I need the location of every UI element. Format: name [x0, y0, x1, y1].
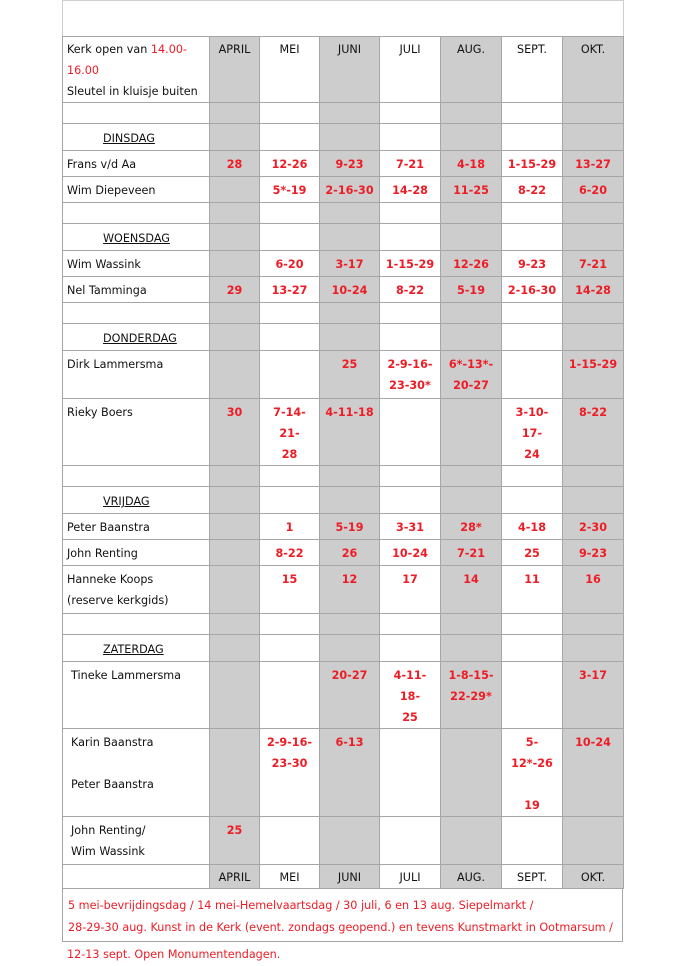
note-line: 28-29-30 aug. Kunst in de Kerk (event. zondags geopend.) en tevens Kunstmarkt in Ootmarsum / — [68, 921, 613, 934]
month-header: OKT. — [563, 37, 624, 103]
date-cell — [260, 817, 320, 865]
spacer-cell — [63, 466, 210, 487]
note-line: 5 mei-bevrijdingsdag / 14 mei-Hemelvaartsdag / 30 juli, 6 en 13 aug. Siepelmarkt / — [68, 899, 534, 912]
date-cell: 10-24 — [380, 540, 441, 566]
footer-month-row — [63, 865, 624, 889]
spacer-cell — [380, 103, 441, 124]
spacer-cell — [260, 203, 320, 224]
date-cell: 4-11-18 — [320, 399, 380, 466]
volunteer-row — [63, 351, 624, 399]
month-footer: AUG. — [441, 865, 502, 889]
volunteer-name-cell — [63, 729, 210, 817]
date-cell: 28* — [441, 514, 502, 540]
empty-cell — [210, 224, 260, 251]
date-cell: 1-8-15- 22-29* — [441, 662, 502, 729]
empty-cell — [380, 124, 441, 151]
volunteer-name-cell — [63, 566, 210, 614]
volunteer-name: Wim Diepeveen — [63, 177, 210, 203]
spacer-cell — [63, 614, 210, 635]
day-heading-row — [63, 224, 624, 251]
volunteer-name: John Renting — [63, 540, 210, 566]
date-cell — [441, 817, 502, 865]
key-location-note: Sleutel in kluisje buiten — [67, 85, 198, 98]
date-cell: 7-14-21- 28 — [260, 399, 320, 466]
spacer-cell — [502, 103, 563, 124]
month-footer: JUNI — [320, 865, 380, 889]
day-heading-text: VRIJDAG — [103, 495, 150, 508]
date-cell — [260, 662, 320, 729]
empty-cell — [210, 324, 260, 351]
date-cell — [380, 729, 441, 817]
day-heading-text: DINSDAG — [103, 132, 155, 145]
volunteer-role: (reserve kerkgids) — [67, 594, 169, 607]
date-cell — [260, 351, 320, 399]
month-header: APRIL — [210, 37, 260, 103]
date-cell: 14 — [441, 566, 502, 614]
spacer-cell — [563, 203, 624, 224]
day-heading-row — [63, 487, 624, 514]
date-cell: 8-22 — [260, 540, 320, 566]
spacer-cell — [210, 614, 260, 635]
spacer-cell — [502, 466, 563, 487]
spacer-cell — [210, 203, 260, 224]
spacer-cell — [320, 103, 380, 124]
empty-cell — [380, 324, 441, 351]
date-cell: 9-23 — [320, 151, 380, 177]
day-heading — [63, 635, 210, 662]
date-cell — [210, 514, 260, 540]
date-cell — [210, 662, 260, 729]
date-cell: 2-9-16- 23-30* — [380, 351, 441, 399]
empty-cell — [563, 487, 624, 514]
volunteer-row — [63, 399, 624, 466]
date-cell: 26 — [320, 540, 380, 566]
date-cell: 17 — [380, 566, 441, 614]
volunteer-row — [63, 177, 624, 203]
date-cell — [210, 177, 260, 203]
empty-cell — [502, 635, 563, 662]
spacer-cell — [210, 466, 260, 487]
date-cell — [502, 817, 563, 865]
volunteer-name: Frans v/d Aa — [63, 151, 210, 177]
day-heading-text: DONDERDAG — [103, 332, 177, 345]
empty-cell — [320, 487, 380, 514]
volunteer-name: Karin Baanstra — [71, 736, 154, 749]
spacer-cell — [320, 614, 380, 635]
date-cell — [502, 351, 563, 399]
spacer-cell — [260, 303, 320, 324]
empty-cell — [210, 635, 260, 662]
empty-cell — [380, 635, 441, 662]
date-cell: 12-26 — [441, 251, 502, 277]
empty-cell — [380, 224, 441, 251]
date-value: 5-12*-26 — [511, 736, 553, 770]
empty-cell — [441, 324, 502, 351]
day-heading — [63, 124, 210, 151]
volunteer-row — [63, 662, 624, 729]
spacer-cell — [380, 614, 441, 635]
date-cell: 4-18 — [502, 514, 563, 540]
schedule-sheet — [62, 0, 623, 966]
spacer-cell — [63, 103, 210, 124]
day-heading-text: WOENSDAG — [103, 232, 170, 245]
date-cell: 14-28 — [563, 277, 624, 303]
date-cell: 7-21 — [380, 151, 441, 177]
empty-cell — [260, 224, 320, 251]
empty-cell — [260, 124, 320, 151]
date-cell: 1-15-29 — [563, 351, 624, 399]
date-cell: 1 — [260, 514, 320, 540]
spacer-cell — [63, 203, 210, 224]
spacer-cell — [563, 466, 624, 487]
empty-cell — [502, 224, 563, 251]
volunteer-row — [63, 277, 624, 303]
opening-hours-label: Kerk open van — [67, 43, 151, 56]
spacer-cell — [320, 466, 380, 487]
empty-cell — [441, 224, 502, 251]
date-cell: 3-31 — [380, 514, 441, 540]
volunteer-name: Wim Wassink — [63, 251, 210, 277]
opening-hours-time: 14.00- 16.00 — [67, 43, 187, 77]
date-cell: 25 — [320, 351, 380, 399]
empty-cell — [260, 635, 320, 662]
date-cell — [380, 817, 441, 865]
note-line: 12-13 sept. Open Monumentendagen. — [67, 948, 281, 961]
date-cell: 4-18 — [441, 151, 502, 177]
date-cell — [210, 729, 260, 817]
spacer-cell — [441, 466, 502, 487]
date-cell: 1-15-29 — [380, 251, 441, 277]
spacer-row — [63, 614, 624, 635]
empty-cell — [320, 324, 380, 351]
date-cell: 2-16-30 — [320, 177, 380, 203]
date-cell: 25 — [210, 817, 260, 865]
volunteer-row — [63, 514, 624, 540]
date-cell: 8-22 — [380, 277, 441, 303]
spacer-cell — [502, 614, 563, 635]
date-cell: 20-27 — [320, 662, 380, 729]
empty-cell — [210, 124, 260, 151]
empty-cell — [563, 635, 624, 662]
spacer-cell — [563, 303, 624, 324]
date-cell: 11-25 — [441, 177, 502, 203]
empty-cell — [441, 487, 502, 514]
spacer-row — [63, 466, 624, 487]
volunteer-name: Wim Wassink — [71, 845, 145, 858]
date-cell: 16 — [563, 566, 624, 614]
date-cell: 13-27 — [260, 277, 320, 303]
header-row — [63, 37, 624, 103]
day-heading — [63, 487, 210, 514]
spacer-cell — [260, 614, 320, 635]
date-cell — [210, 251, 260, 277]
date-cell: 28 — [210, 151, 260, 177]
day-heading-row — [63, 635, 624, 662]
spacer-cell — [502, 303, 563, 324]
date-cell: 10-24 — [563, 729, 624, 817]
date-cell: 7-21 — [563, 251, 624, 277]
empty-cell — [563, 324, 624, 351]
date-value-extra: 19 — [524, 799, 540, 812]
volunteer-name: Tineke Lammersma — [63, 662, 210, 729]
date-cell: 5-19 — [320, 514, 380, 540]
empty-cell — [563, 124, 624, 151]
schedule-table — [62, 0, 624, 889]
spacer-cell — [210, 103, 260, 124]
volunteer-name: Peter Baanstra — [71, 778, 154, 791]
date-cell: 8-22 — [502, 177, 563, 203]
volunteer-name: Nel Tamminga — [63, 277, 210, 303]
spacer-row — [63, 303, 624, 324]
empty-cell — [441, 635, 502, 662]
day-heading — [63, 324, 210, 351]
date-cell: 15 — [260, 566, 320, 614]
volunteer-row — [63, 151, 624, 177]
opening-hours-cell — [63, 37, 210, 103]
spacer-cell — [260, 466, 320, 487]
spacer-row — [63, 103, 624, 124]
date-cell: 25 — [502, 540, 563, 566]
day-heading-text: ZATERDAG — [103, 643, 164, 656]
month-header: AUG. — [441, 37, 502, 103]
spacer-cell — [563, 614, 624, 635]
date-cell: 11 — [502, 566, 563, 614]
day-heading-row — [63, 124, 624, 151]
date-cell: 8-22 — [563, 399, 624, 466]
notes-box — [62, 889, 623, 942]
volunteer-row — [63, 817, 624, 865]
date-cell: 2-16-30 — [502, 277, 563, 303]
volunteer-name: Dirk Lammersma — [63, 351, 210, 399]
spacer-cell — [441, 203, 502, 224]
spacer-cell — [63, 303, 210, 324]
date-cell — [563, 817, 624, 865]
volunteer-row — [63, 251, 624, 277]
month-footer: MEI — [260, 865, 320, 889]
spacer-cell — [563, 103, 624, 124]
empty-cell — [210, 487, 260, 514]
empty-cell — [502, 324, 563, 351]
date-cell: 29 — [210, 277, 260, 303]
spacer-cell — [441, 303, 502, 324]
month-header: SEPT. — [502, 37, 563, 103]
date-cell: 13-27 — [563, 151, 624, 177]
empty-cell — [320, 224, 380, 251]
date-cell: 10-24 — [320, 277, 380, 303]
volunteer-row — [63, 540, 624, 566]
empty-cell — [260, 324, 320, 351]
spacer-cell — [441, 614, 502, 635]
month-footer: JULI — [380, 865, 441, 889]
date-cell-sept — [502, 729, 563, 817]
date-cell: 6-20 — [260, 251, 320, 277]
date-cell: 7-21 — [441, 540, 502, 566]
date-cell: 2-30 — [563, 514, 624, 540]
date-cell: 3-17 — [563, 662, 624, 729]
date-cell: 9-23 — [502, 251, 563, 277]
volunteer-row — [63, 729, 624, 817]
date-cell — [380, 399, 441, 466]
month-header: MEI — [260, 37, 320, 103]
empty-cell — [320, 124, 380, 151]
top-empty-cell — [63, 1, 624, 37]
empty-cell — [502, 487, 563, 514]
date-cell: 5-19 — [441, 277, 502, 303]
volunteer-name-cell — [63, 817, 210, 865]
empty-cell — [63, 865, 210, 889]
date-cell — [320, 817, 380, 865]
empty-cell — [380, 487, 441, 514]
date-cell — [441, 729, 502, 817]
month-footer: APRIL — [210, 865, 260, 889]
month-footer: SEPT. — [502, 865, 563, 889]
date-cell: 1-15-29 — [502, 151, 563, 177]
spacer-cell — [210, 303, 260, 324]
empty-cell — [441, 124, 502, 151]
volunteer-name: Hanneke Koops — [67, 573, 154, 586]
spacer-cell — [380, 203, 441, 224]
month-footer: OKT. — [563, 865, 624, 889]
empty-cell — [320, 635, 380, 662]
date-cell: 3-17 — [320, 251, 380, 277]
date-cell — [210, 566, 260, 614]
date-cell: 30 — [210, 399, 260, 466]
date-cell: 4-11-18- 25 — [380, 662, 441, 729]
empty-cell — [563, 224, 624, 251]
month-header: JULI — [380, 37, 441, 103]
spacer-cell — [320, 303, 380, 324]
date-cell: 6*-13*- 20-27 — [441, 351, 502, 399]
empty-cell — [260, 487, 320, 514]
month-header: JUNI — [320, 37, 380, 103]
date-cell: 9-23 — [563, 540, 624, 566]
top-empty-row — [63, 1, 624, 37]
date-cell: 6-20 — [563, 177, 624, 203]
spacer-cell — [502, 203, 563, 224]
day-heading — [63, 224, 210, 251]
volunteer-name: Rieky Boers — [63, 399, 210, 466]
empty-cell — [502, 124, 563, 151]
spacer-cell — [260, 103, 320, 124]
date-cell — [441, 399, 502, 466]
volunteer-name: Peter Baanstra — [63, 514, 210, 540]
date-cell — [502, 662, 563, 729]
volunteer-name: John Renting/ — [71, 824, 146, 837]
date-cell: 12-26 — [260, 151, 320, 177]
spacer-cell — [380, 303, 441, 324]
date-cell — [210, 540, 260, 566]
date-cell: 6-13 — [320, 729, 380, 817]
spacer-cell — [320, 203, 380, 224]
spacer-row — [63, 203, 624, 224]
date-cell: 3-10-17- 24 — [502, 399, 563, 466]
spacer-cell — [441, 103, 502, 124]
date-cell: 12 — [320, 566, 380, 614]
volunteer-row — [63, 566, 624, 614]
date-cell: 2-9-16- 23-30 — [260, 729, 320, 817]
date-cell — [210, 351, 260, 399]
date-cell: 14-28 — [380, 177, 441, 203]
day-heading-row — [63, 324, 624, 351]
spacer-cell — [380, 466, 441, 487]
date-cell: 5*-19 — [260, 177, 320, 203]
